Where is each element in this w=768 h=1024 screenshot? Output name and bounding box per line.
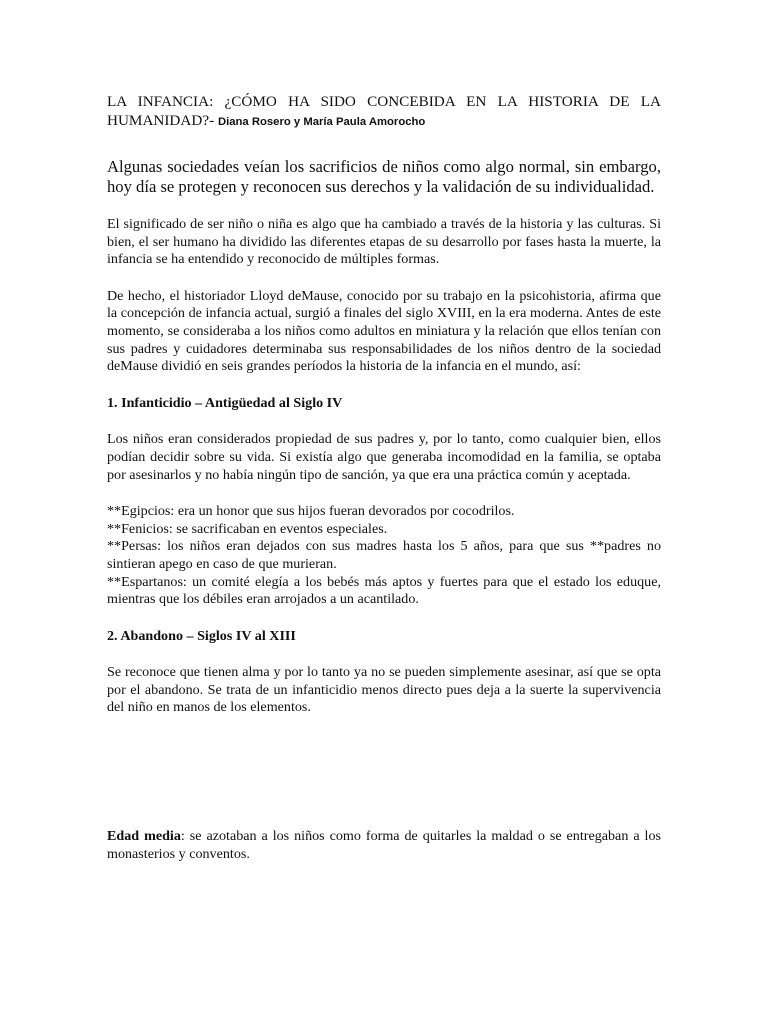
authors: Diana Rosero y María Paula Amorocho	[217, 116, 426, 128]
list-item-espartanos: **Espartanos: un comité elegía a los bebés más aptos y fuertes para que el estado los eduque, mientras que los débiles eran arrojados a un acantilado.	[107, 573, 661, 608]
blank-area	[107, 717, 661, 828]
list-item-persas: **Persas: los niños eran dejados con sus madres hasta los 5 años, para que sus **padres no sintieran apego en caso de que murieran.	[107, 538, 661, 572]
document-title	[107, 92, 661, 132]
list-item-fenicios: **Fenicios: se sacrificaban en eventos especiales.	[107, 520, 388, 537]
section-1-paragraph: Los niños eran considerados propiedad de sus padres y, por lo tanto, como cualquier bien, ellos podían decidir sobre su vida. Si existía algo que generaba incomodidad en la familia, se optaba por asesinarlos y no había ningún tipo de sanción, ya que era una práctica común y aceptada.	[107, 431, 661, 483]
spacer	[107, 484, 661, 503]
document-page	[107, 92, 661, 863]
spacer	[107, 609, 661, 628]
paragraph-1: El significado de ser niño o niña es algo que ha cambiado a través de la historia y las culturas. Si bien, el ser humano ha dividido las diferentes etapas de su desarrollo por fases hasta la muerte, la infancia se ha entendido y reconocido de múltiples formas.	[107, 216, 661, 268]
edad-media-text: : se azotaban a los niños como forma de quitarles la maldad o se entregaban a los monasterios y conventos.	[107, 828, 661, 862]
spacer	[107, 376, 661, 395]
spacer	[107, 645, 661, 664]
list-item-egipcios: **Egipcios: era un honor que sus hijos fueran devorados por cocodrilos.	[107, 503, 515, 520]
section-heading-infanticidio: 1. Infanticidio – Antigüedad al Siglo IV	[107, 394, 343, 411]
title-text: LA INFANCIA: ¿CÓMO HA SIDO CONCEBIDA EN LA HISTORIA DE LA HUMANIDAD?-	[107, 93, 661, 129]
spacer	[107, 269, 661, 288]
section-2-paragraph: Se reconoce que tienen alma y por lo tanto ya no se pueden simplemente asesinar, así que se opta por el abandono. Se trata de un infanticidio menos directo pues deja a la suerte la supervivencia del niño en manos de los elementos.	[107, 664, 661, 716]
paragraph-2: De hecho, el historiador Lloyd deMause, conocido por su trabajo en la psicohistoria, afirma que la concepción de infancia actual, surgió a finales del siglo XVIII, en la era moderna. Antes de este momento, se consideraba a los niños como adultos en miniatura y la relación que ellos tenían con sus padres y cuidadores determinaba sus responsabilidades de los niños dentro de la sociedad deMause dividió en seis grandes períodos la historia de la infancia en el mundo, así:	[107, 287, 661, 375]
section-heading-abandono: 2. Abandono – Siglos IV al XIII	[107, 627, 296, 644]
spacer	[107, 197, 661, 216]
lead-paragraph: Algunas sociedades veían los sacrificios de niños como algo normal, sin embargo, hoy día se protegen y reconocen sus derechos y la validación de su individualidad.	[107, 157, 661, 196]
spacer	[107, 412, 661, 431]
edad-media-paragraph	[107, 828, 661, 863]
edad-media-label: Edad media	[107, 828, 181, 845]
